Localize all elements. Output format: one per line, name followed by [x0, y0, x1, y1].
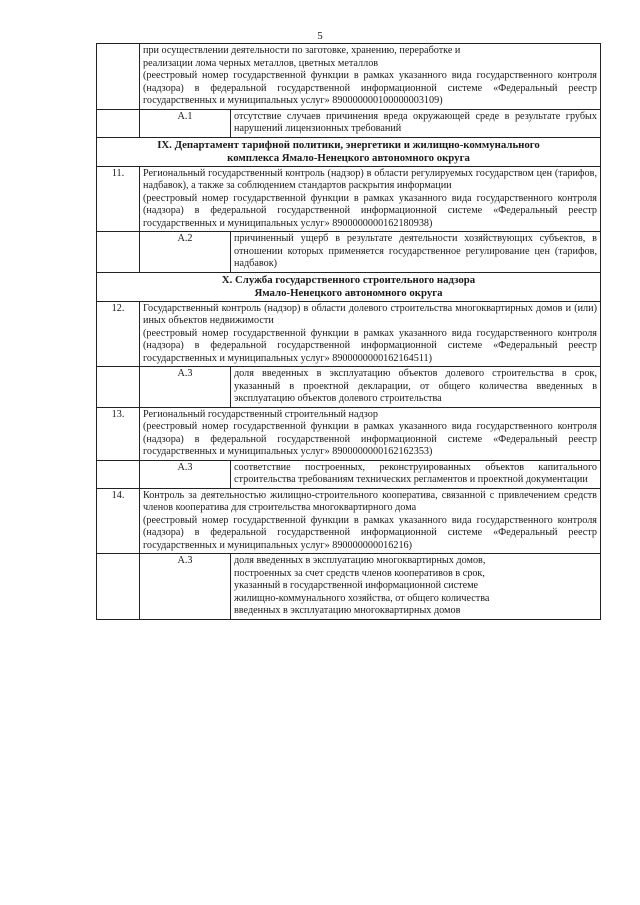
row-number-cell — [97, 554, 140, 620]
indicator-code: А.3 — [140, 554, 231, 620]
function-description — [140, 488, 601, 554]
function-description — [140, 44, 601, 110]
section-header-x — [97, 272, 601, 301]
row-number-cell — [97, 367, 140, 408]
indicator-text: причиненный ущерб в результате деятельности хозяйствующих субъектов, в отношении которых применяется государственное регулирование цен (тарифов, надбавок) — [231, 232, 601, 273]
indicator-code: А.3 — [140, 367, 231, 408]
table-row — [97, 301, 601, 367]
row-number-cell — [97, 44, 140, 110]
section-title-line: X. Служба государственного строительного надзора — [221, 273, 476, 286]
table-row — [97, 488, 601, 554]
registry-number-text: (реестровый номер государственной функции в рамках указанного вида государственного контроля (надзора) в федеральной государственной информационной системе «Федеральный реестр государственных и муниципальных услуг» 8900000000162162353) — [143, 421, 597, 457]
row-number-cell — [97, 232, 140, 273]
indicator-code: А.1 — [140, 109, 231, 137]
indicator-text: соответствие построенных, реконструированных объектов капитального строительства требованиям технических регламентов и проектной документации — [231, 460, 601, 488]
indicator-text: доля введенных в эксплуатацию объектов долевого строительства в срок, указанный в проектной декларации, от общего количества введенных в эксплуатацию объектов долевого строительства — [231, 367, 601, 408]
indicator-row — [97, 109, 601, 137]
indicator-code: А.2 — [140, 232, 231, 273]
registry-number-text: (реестровый номер государственной функции в рамках указанного вида государственного контроля (надзора) в федеральной государственной информационной системе «Федеральный реестр государственных и муниципальных услуг» 890000000100000003109) — [143, 70, 597, 106]
indicator-text-line: указанный в государственной информационной системе — [234, 580, 479, 591]
row-number-cell — [97, 460, 140, 488]
indicator-row — [97, 460, 601, 488]
row-number: 14. — [97, 488, 140, 554]
row-number-cell — [97, 109, 140, 137]
function-text-line: при осуществлении деятельности по заготовке, хранению, переработке и — [143, 45, 461, 56]
function-text-line: реализации лома черных металлов, цветных металлов — [143, 57, 379, 69]
section-header-row — [97, 137, 601, 166]
section-header-row — [97, 272, 601, 301]
section-title-line: Ямало-Ненецкого автономного округа — [254, 286, 443, 299]
section-title-line: IX. Департамент тарифной политики, энергетики и жилищно-коммунального — [157, 138, 540, 151]
indicator-text-line: построенных за счет средств членов кооперативов в срок, — [234, 567, 485, 579]
indicator-text-line: введенных в эксплуатацию многоквартирных домов — [234, 605, 461, 616]
indicator-text — [231, 554, 601, 620]
row-number: 11. — [97, 166, 140, 232]
section-header-ix — [97, 137, 601, 166]
section-title-line: комплекса Ямало-Ненецкого автономного округа — [227, 151, 470, 164]
indicator-row — [97, 554, 601, 620]
control-functions-table — [96, 43, 601, 620]
function-text: Государственный контроль (надзор) в области долевого строительства многоквартирных домов и (или) иных объектов недвижимости — [143, 302, 597, 326]
indicator-code: А.3 — [140, 460, 231, 488]
indicator-row — [97, 367, 601, 408]
document-body — [96, 43, 600, 620]
function-description — [140, 166, 601, 232]
registry-number-text: (реестровый номер государственной функции в рамках указанного вида государственного контроля (надзора) в федеральной государственной информационной системе «Федеральный реестр государственных и муниципальных услуг» 8900000000162164511) — [143, 327, 597, 364]
row-number: 12. — [97, 301, 140, 367]
page-number: 5 — [317, 30, 323, 42]
function-text: Контроль за деятельностью жилищно-строительного кооператива, связанной с привлечением средств членов кооператива для строительства многоквартирного дома — [143, 489, 597, 513]
function-description — [140, 301, 601, 367]
indicator-text-line: доля введенных в эксплуатацию многоквартирных домов, — [234, 555, 486, 566]
indicator-row — [97, 232, 601, 273]
table-row — [97, 407, 601, 460]
table-row — [97, 44, 601, 110]
function-description — [140, 407, 601, 460]
function-text: Региональный государственный контроль (надзор) в области регулируемых государством цен (тарифов, надбавок), а также за соблюдением стандартов раскрытия информации — [143, 167, 597, 191]
indicator-text: отсутствие случаев причинения вреда окружающей среде в результате грубых нарушений лицензионных требований — [231, 109, 601, 137]
row-number: 13. — [97, 407, 140, 460]
registry-number-text: (реестровый номер государственной функции в рамках указанного вида государственного контроля (надзора) в федеральной государственной информационной системе «Федеральный реестр государственных и муниципальных услуг» 890000000016216) — [143, 514, 597, 551]
function-text: Региональный государственный строительный надзор — [143, 408, 378, 420]
indicator-text-line: жилищно-коммунального хозяйства, от общего количества — [234, 592, 490, 604]
registry-number-text: (реестровый номер государственной функции в рамках указанного вида государственного контроля (надзора) в федеральной государственной информационной системе «Федеральный реестр государственных и муниципальных услуг» 8900000000162180938) — [143, 192, 597, 229]
table-row — [97, 166, 601, 232]
